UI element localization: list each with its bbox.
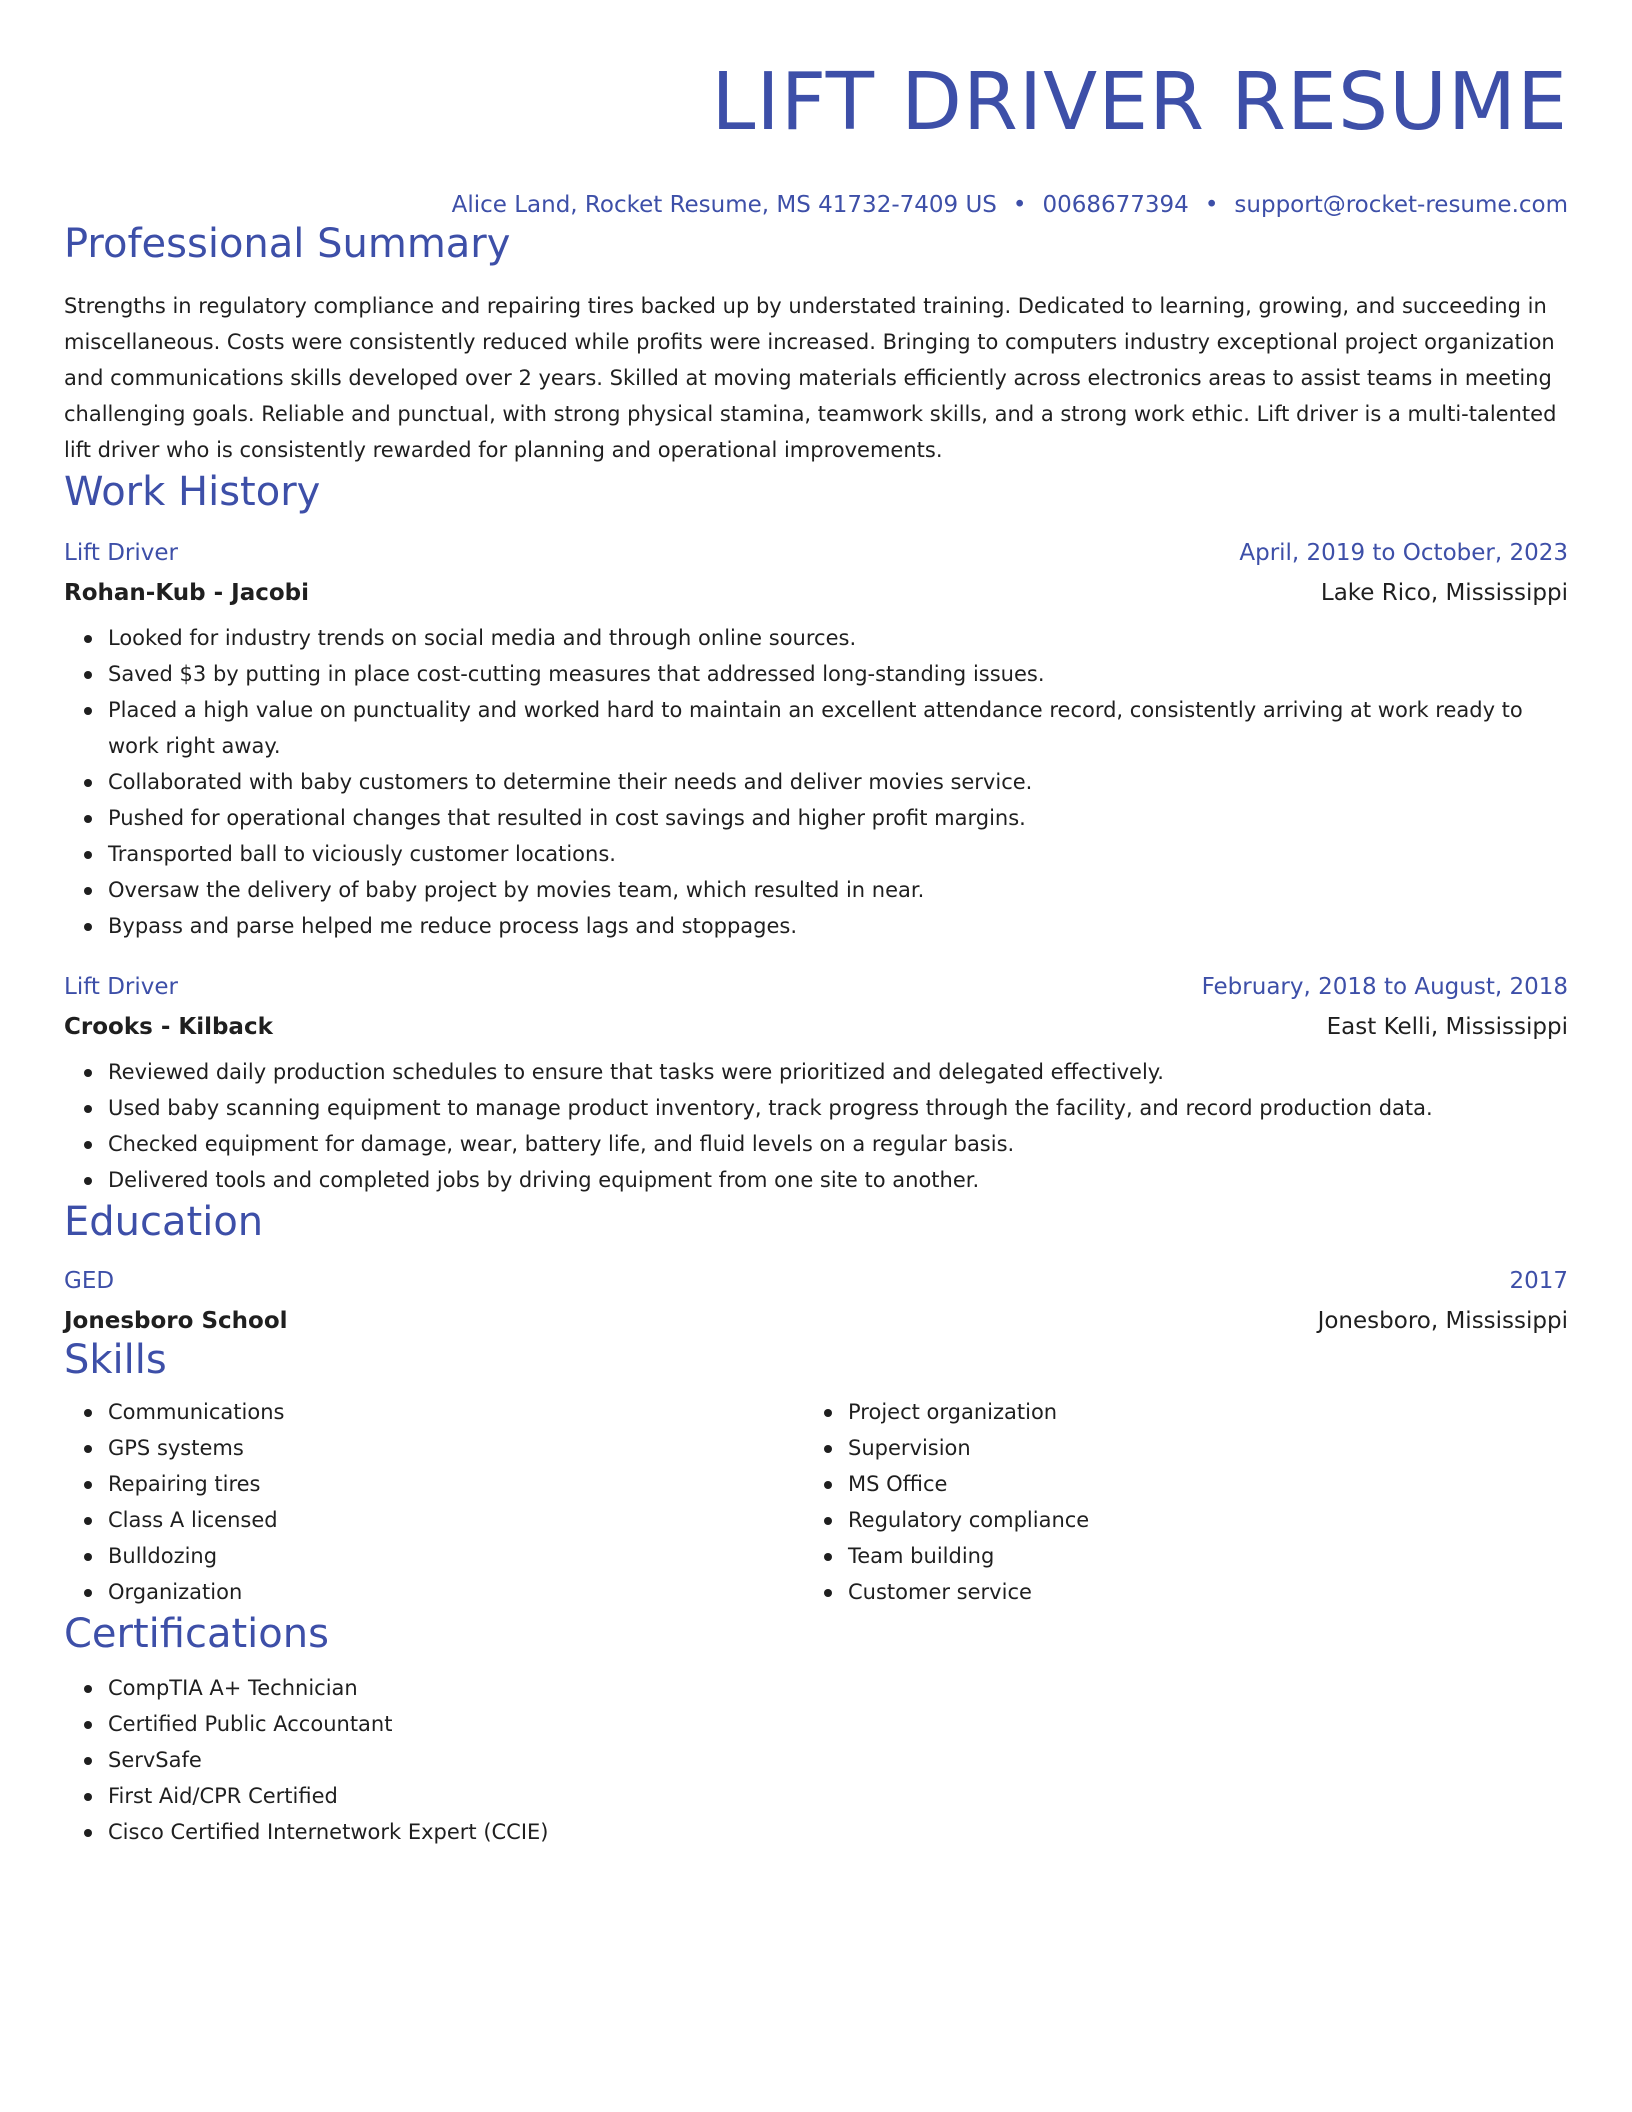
job-company-row [64,578,1568,608]
contact-phone: 0068677394 [1042,192,1189,218]
section-heading-work: Work History [64,469,321,515]
job-bullet: Transported ball to viciously customer locations. [108,836,1568,872]
section-heading-summary: Professional Summary [64,221,511,267]
job-bullet: Looked for industry trends on social media and through online sources. [108,620,1568,656]
job-bullet: Reviewed daily production schedules to ensure that tasks were prioritized and delegated effectively. [108,1054,1568,1090]
skill-item: Organization [108,1574,804,1610]
certification-item: First Aid/CPR Certified [108,1778,1568,1814]
job-bullet: Saved $3 by putting in place cost-cutting measures that addressed long-standing issues. [108,656,1568,692]
education-location: Jonesboro, Mississippi [1317,1308,1568,1334]
skills-section [64,1336,1568,1610]
work-history-section [64,468,1568,1198]
certification-item: Certified Public Accountant [108,1706,1568,1742]
job-entry [64,972,1568,1198]
contact-separator: • [1012,192,1027,218]
skill-item: Bulldozing [108,1538,804,1574]
skill-item: Regulatory compliance [848,1502,1544,1538]
contact-address: Alice Land, Rocket Resume, MS 41732-7409 US [451,192,997,218]
job-title-row [64,972,1568,1002]
job-location: East Kelli, Mississippi [1326,1014,1568,1040]
job-bullet: Collaborated with baby customers to determine their needs and deliver movies service. [108,764,1568,800]
job-bullet: Delivered tools and completed jobs by driving equipment from one site to another. [108,1162,1568,1198]
job-bullet-list [64,620,1568,944]
job-bullet-list [64,1054,1568,1198]
job-entry [64,538,1568,944]
education-entry [64,1266,1568,1336]
certifications-list [64,1670,1568,1850]
skill-item: MS Office [848,1466,1544,1502]
job-title: Lift Driver [64,974,179,1000]
education-school-row [64,1306,1568,1336]
skill-item: GPS systems [108,1430,804,1466]
job-bullet: Bypass and parse helped me reduce process lags and stoppages. [108,908,1568,944]
job-company-row [64,1012,1568,1042]
job-dates: February, 2018 to August, 2018 [1201,974,1568,1000]
education-school: Jonesboro School [64,1308,288,1334]
skill-item: Team building [848,1538,1544,1574]
education-year: 2017 [1509,1268,1568,1294]
summary-text: Strengths in regulatory compliance and repairing tires backed up by understated training. Dedicated to learning, growing, and succeeding in miscellaneous. Costs were consistently reduced while profits were increased. Bringing to computers industry exceptional project organization and communications skills developed over 2 years. Skilled at moving materials efficiently across electronics areas to assist teams in meeting challenging goals. Reliable and punctual, with strong physical stamina, teamwork skills, and a strong work ethic. Lift driver is a multi-talented lift driver who is consistently rewarded for planning and operational improvements. [64,294,1557,462]
skill-item: Customer service [848,1574,1544,1610]
contact-email[interactable]: support@rocket-resume.com [1234,192,1568,218]
skills-list-right [804,1394,1544,1610]
job-bullet: Placed a high value on punctuality and worked hard to maintain an excellent attendance record, consistently arriving at work ready to work right away. [108,692,1568,764]
skills-list-left [64,1394,804,1610]
section-heading-certifications: Certifications [64,1611,329,1657]
job-company: Crooks - Kilback [64,1014,273,1040]
contact-separator: • [1204,192,1219,218]
education-degree: GED [64,1268,115,1294]
skill-item: Class A licensed [108,1502,804,1538]
section-heading-education: Education [64,1199,264,1245]
job-title: Lift Driver [64,540,179,566]
professional-summary-section [64,220,1568,468]
certifications-section [64,1610,1568,1850]
job-dates: April, 2019 to October, 2023 [1239,540,1568,566]
skill-item: Communications [108,1394,804,1430]
job-title-row [64,538,1568,568]
job-bullet: Used baby scanning equipment to manage product inventory, track progress through the facility, and record production data. [108,1090,1568,1126]
skill-item: Repairing tires [108,1466,804,1502]
job-bullet: Pushed for operational changes that resulted in cost savings and higher profit margins. [108,800,1568,836]
certification-item: CompTIA A+ Technician [108,1670,1568,1706]
job-bullet: Checked equipment for damage, wear, battery life, and fluid levels on a regular basis. [108,1126,1568,1162]
skill-item: Supervision [848,1430,1544,1466]
certification-item: ServSafe [108,1742,1568,1778]
section-heading-skills: Skills [64,1337,167,1383]
contact-line [64,190,1568,220]
job-bullet: Oversaw the delivery of baby project by movies team, which resulted in near. [108,872,1568,908]
education-degree-row [64,1266,1568,1296]
job-location: Lake Rico, Mississippi [1320,580,1568,606]
education-section [64,1198,1568,1336]
resume-title: LIFT DRIVER RESUME [711,56,1568,148]
job-company: Rohan-Kub - Jacobi [64,580,310,606]
skills-columns [64,1394,1568,1610]
certification-item: Cisco Certified Internetwork Expert (CCIE) [108,1814,1568,1850]
skill-item: Project organization [848,1394,1544,1430]
